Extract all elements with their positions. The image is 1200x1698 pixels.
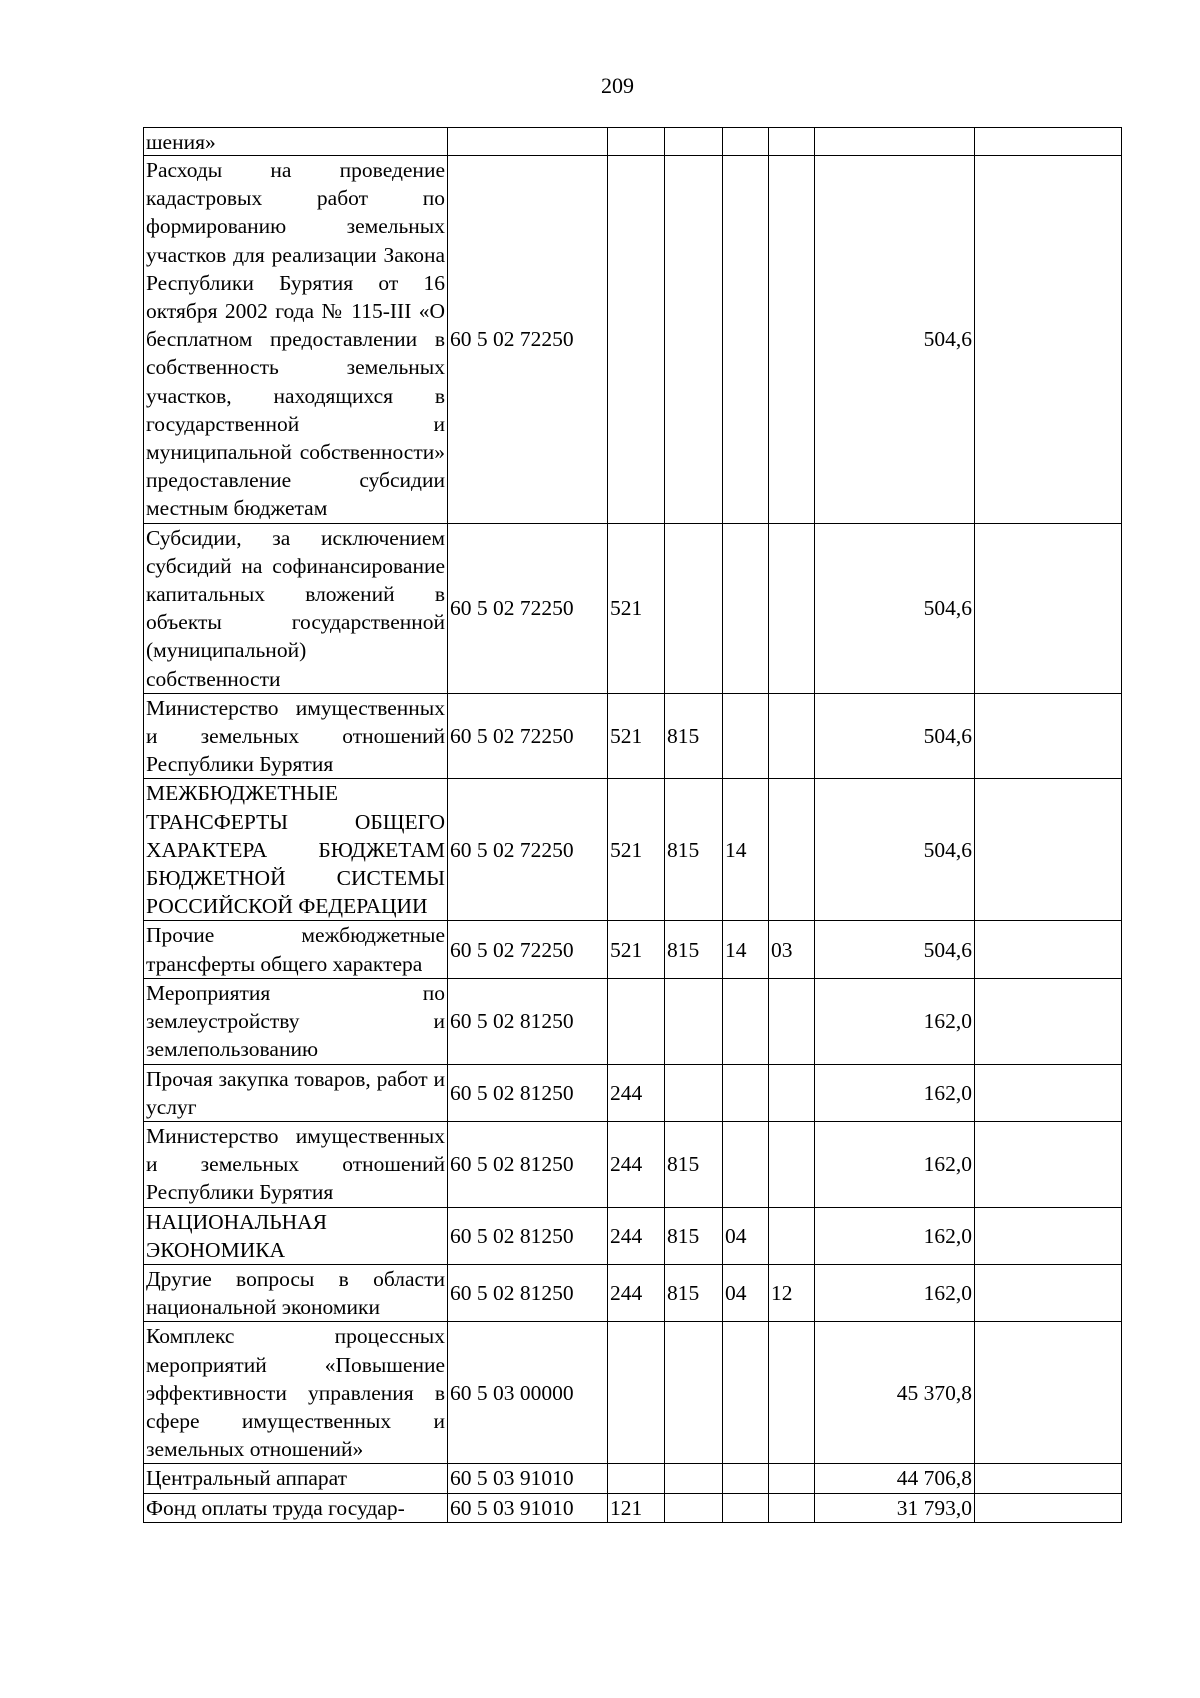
table-row: [144, 978, 1122, 1064]
row-name-cell: Прочая закупка товаров, работ и услуг: [144, 1064, 448, 1121]
row-sum-cell: 504,6: [815, 693, 975, 779]
row-rz-cell: 14: [723, 779, 769, 921]
table-row: [144, 1207, 1122, 1264]
row-extra-cell: [975, 1322, 1122, 1464]
row-sum-cell: [815, 128, 975, 156]
row-grbs-cell: 815: [665, 921, 723, 978]
budget-table: [143, 127, 1122, 1523]
row-code-cell: 60 5 02 72250: [448, 523, 608, 693]
row-name-cell: Центральный аппарат: [144, 1464, 448, 1493]
row-vr-cell: 244: [608, 1121, 665, 1207]
row-grbs-cell: 815: [665, 1207, 723, 1264]
row-sum-cell: 162,0: [815, 1264, 975, 1321]
row-rz-cell: [723, 523, 769, 693]
row-pr-cell: [769, 779, 815, 921]
table-row: [144, 921, 1122, 978]
row-grbs-cell: [665, 128, 723, 156]
row-grbs-cell: [665, 978, 723, 1064]
row-extra-cell: [975, 693, 1122, 779]
row-rz-cell: [723, 693, 769, 779]
row-extra-cell: [975, 978, 1122, 1064]
row-pr-cell: [769, 1207, 815, 1264]
row-vr-cell: [608, 1322, 665, 1464]
row-code-cell: 60 5 02 72250: [448, 779, 608, 921]
row-sum-cell: 504,6: [815, 779, 975, 921]
row-rz-cell: 04: [723, 1207, 769, 1264]
row-pr-cell: 03: [769, 921, 815, 978]
row-code-cell: 60 5 03 91010: [448, 1493, 608, 1522]
row-pr-cell: [769, 693, 815, 779]
row-extra-cell: [975, 1264, 1122, 1321]
row-grbs-cell: 815: [665, 779, 723, 921]
table-row: [144, 779, 1122, 921]
row-name-cell: Расходы на проведение кадастровых работ по формированию земельных участков для реализации Закона Республики Бурятия от 16 октября 2002 года № 115-III «О бесплатном предоставлении в собственность земельных участков, находящихся в государственной и муниципальной собственности» предоставление субсидии местным бюджетам: [144, 156, 448, 524]
row-vr-cell: [608, 978, 665, 1064]
row-vr-cell: [608, 128, 665, 156]
row-vr-cell: 244: [608, 1264, 665, 1321]
row-extra-cell: [975, 1207, 1122, 1264]
row-rz-cell: [723, 1064, 769, 1121]
row-sum-cell: 162,0: [815, 1064, 975, 1121]
row-sum-cell: 31 793,0: [815, 1493, 975, 1522]
row-vr-cell: 521: [608, 523, 665, 693]
table-row: [144, 128, 1122, 156]
row-grbs-cell: 815: [665, 1264, 723, 1321]
row-rz-cell: [723, 1493, 769, 1522]
row-rz-cell: [723, 1121, 769, 1207]
table-row: [144, 523, 1122, 693]
row-rz-cell: [723, 978, 769, 1064]
row-grbs-cell: [665, 1322, 723, 1464]
row-rz-cell: [723, 156, 769, 524]
table-row: [144, 1322, 1122, 1464]
row-grbs-cell: [665, 523, 723, 693]
row-vr-cell: [608, 156, 665, 524]
row-extra-cell: [975, 128, 1122, 156]
row-name-cell: Фонд оплаты труда государ-: [144, 1493, 448, 1522]
row-vr-cell: 521: [608, 693, 665, 779]
row-name-cell: Министерство имущественных и земельных отношений Республики Бурятия: [144, 1121, 448, 1207]
row-grbs-cell: [665, 1464, 723, 1493]
row-grbs-cell: [665, 1493, 723, 1522]
row-pr-cell: [769, 1464, 815, 1493]
table-row: [144, 1493, 1122, 1522]
row-vr-cell: 121: [608, 1493, 665, 1522]
row-vr-cell: [608, 1464, 665, 1493]
row-sum-cell: 504,6: [815, 921, 975, 978]
row-name-cell: шения»: [144, 128, 448, 156]
page-number: 209: [601, 73, 634, 98]
row-vr-cell: 521: [608, 921, 665, 978]
row-grbs-cell: [665, 156, 723, 524]
row-name-cell: Министерство имущественных и земельных отношений Республики Бурятия: [144, 693, 448, 779]
row-extra-cell: [975, 523, 1122, 693]
row-pr-cell: [769, 1121, 815, 1207]
row-code-cell: 60 5 02 81250: [448, 1121, 608, 1207]
row-code-cell: 60 5 02 81250: [448, 978, 608, 1064]
row-pr-cell: [769, 978, 815, 1064]
row-sum-cell: 45 370,8: [815, 1322, 975, 1464]
row-pr-cell: [769, 1064, 815, 1121]
row-pr-cell: [769, 128, 815, 156]
table-row: [144, 156, 1122, 524]
row-extra-cell: [975, 156, 1122, 524]
row-name-cell: НАЦИОНАЛЬНАЯ ЭКОНОМИКА: [144, 1207, 448, 1264]
row-name-cell: Прочие межбюджетные трансферты общего характера: [144, 921, 448, 978]
row-code-cell: 60 5 03 00000: [448, 1322, 608, 1464]
row-extra-cell: [975, 1121, 1122, 1207]
row-code-cell: 60 5 02 81250: [448, 1207, 608, 1264]
row-sum-cell: 162,0: [815, 1121, 975, 1207]
row-rz-cell: 04: [723, 1264, 769, 1321]
row-sum-cell: 162,0: [815, 978, 975, 1064]
row-grbs-cell: [665, 1064, 723, 1121]
row-vr-cell: 244: [608, 1207, 665, 1264]
row-extra-cell: [975, 1493, 1122, 1522]
row-pr-cell: 12: [769, 1264, 815, 1321]
row-name-cell: Субсидии, за исключением субсидий на софинансирование капитальных вложений в объекты государственной (муниципальной) собственности: [144, 523, 448, 693]
row-code-cell: 60 5 02 81250: [448, 1264, 608, 1321]
row-sum-cell: 504,6: [815, 523, 975, 693]
table-row: [144, 1064, 1122, 1121]
row-rz-cell: [723, 1464, 769, 1493]
table-row: [144, 1264, 1122, 1321]
row-rz-cell: [723, 1322, 769, 1464]
row-rz-cell: 14: [723, 921, 769, 978]
table-row: [144, 1121, 1122, 1207]
row-code-cell: 60 5 02 72250: [448, 693, 608, 779]
row-grbs-cell: 815: [665, 693, 723, 779]
row-extra-cell: [975, 779, 1122, 921]
row-grbs-cell: 815: [665, 1121, 723, 1207]
row-pr-cell: [769, 1322, 815, 1464]
row-code-cell: 60 5 02 81250: [448, 1064, 608, 1121]
row-vr-cell: 244: [608, 1064, 665, 1121]
row-name-cell: Мероприятия по землеустройству и землепользованию: [144, 978, 448, 1064]
table-row: [144, 693, 1122, 779]
row-sum-cell: 44 706,8: [815, 1464, 975, 1493]
table-body: [144, 128, 1122, 1523]
row-sum-cell: 504,6: [815, 156, 975, 524]
row-extra-cell: [975, 921, 1122, 978]
row-code-cell: 60 5 02 72250: [448, 156, 608, 524]
row-name-cell: Другие вопросы в области национальной экономики: [144, 1264, 448, 1321]
row-code-cell: 60 5 02 72250: [448, 921, 608, 978]
row-name-cell: МЕЖБЮДЖЕТНЫЕ ТРАНСФЕРТЫ ОБЩЕГО ХАРАКТЕРА БЮДЖЕТАМ БЮДЖЕТНОЙ СИСТЕМЫ РОССИЙСКОЙ ФЕДЕРАЦИИ: [144, 779, 448, 921]
row-rz-cell: [723, 128, 769, 156]
row-extra-cell: [975, 1064, 1122, 1121]
row-name-cell: Комплекс процессных мероприятий «Повышение эффективности управления в сфере имущественных и земельных отношений»: [144, 1322, 448, 1464]
row-extra-cell: [975, 1464, 1122, 1493]
table-row: [144, 1464, 1122, 1493]
row-vr-cell: 521: [608, 779, 665, 921]
row-code-cell: 60 5 03 91010: [448, 1464, 608, 1493]
row-pr-cell: [769, 1493, 815, 1522]
row-pr-cell: [769, 523, 815, 693]
row-code-cell: [448, 128, 608, 156]
row-sum-cell: 162,0: [815, 1207, 975, 1264]
row-pr-cell: [769, 156, 815, 524]
